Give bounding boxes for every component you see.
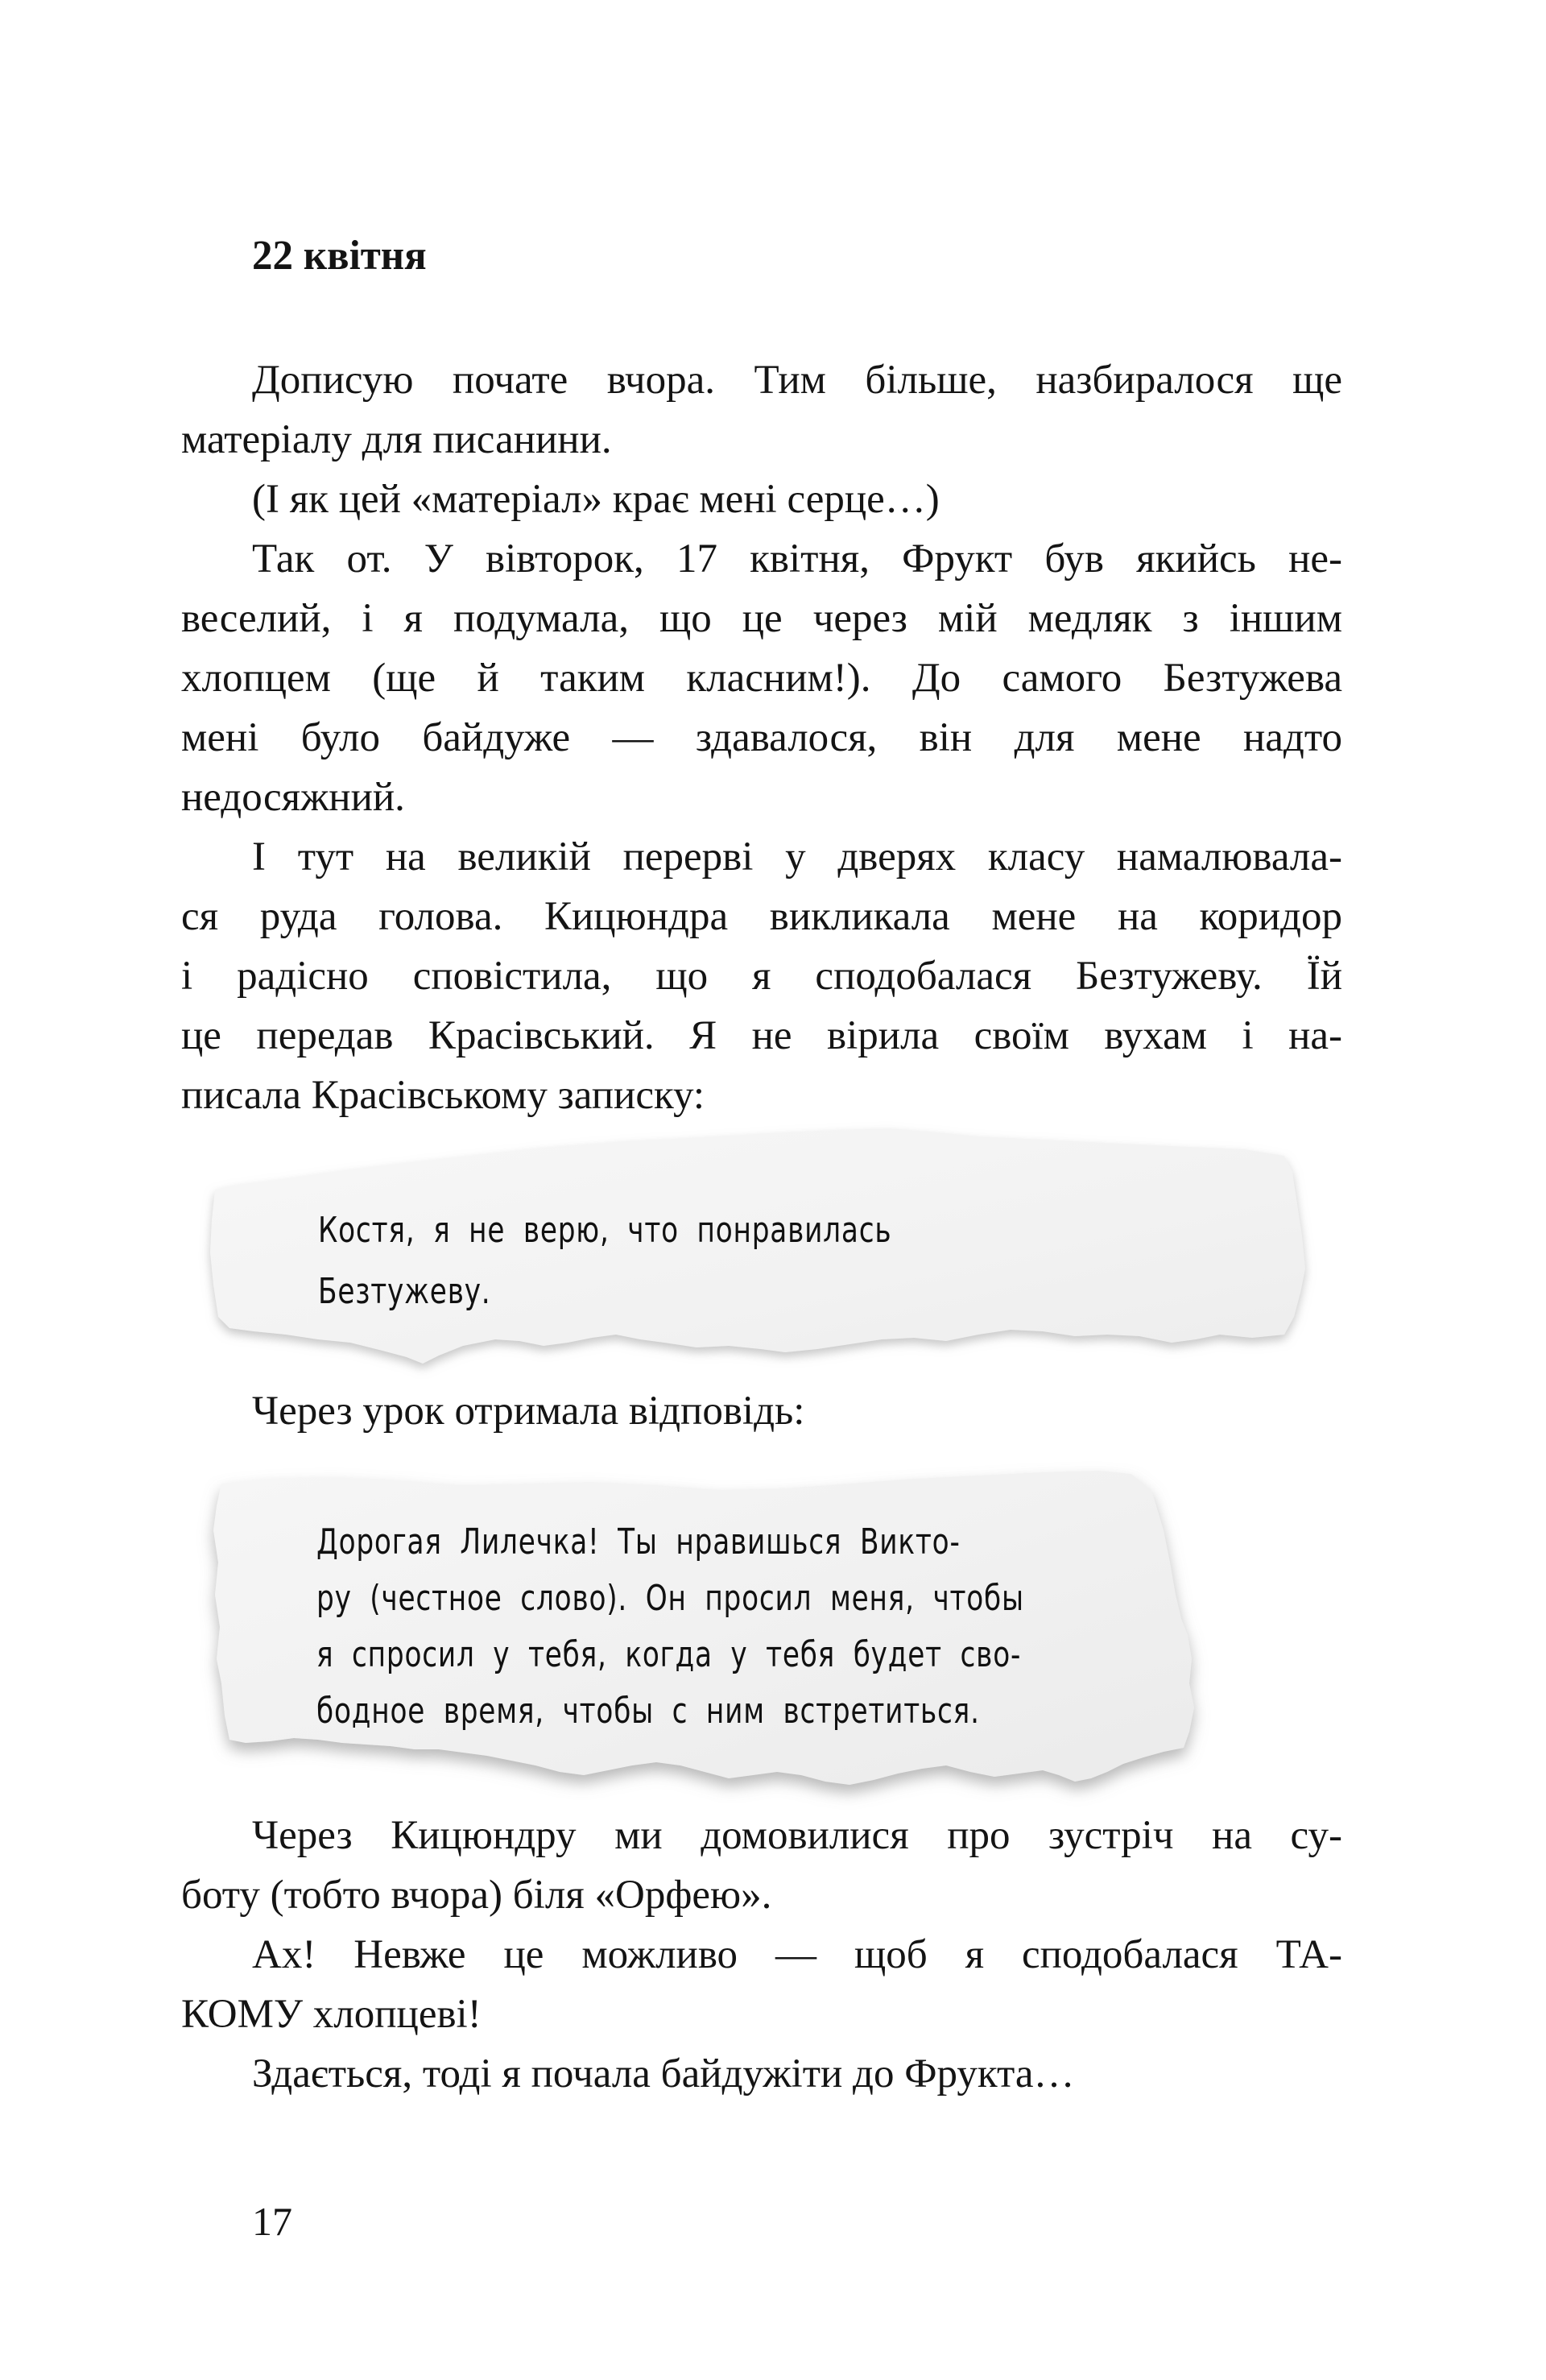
text-line: недосяжний. [181, 775, 405, 820]
body-text-middle [181, 1381, 1342, 1441]
torn-paper-note-1 [205, 1124, 1325, 1373]
text-line: Ах! Невже це можливо — щоб я сподобалася ТА- [252, 1932, 1342, 1977]
note-line: Безтужеву. [318, 1271, 491, 1312]
text-line: писала Красівському записку: [181, 1073, 705, 1118]
text-line: (І як цей «матеріал» крає мені серце…) [252, 477, 940, 522]
body-text-bottom [181, 1806, 1342, 2104]
text-line: це передав Красівський. Я не вірила своїм вухам і на- [181, 1013, 1342, 1058]
text-line: хлопцем (ще й таким класним!). До самого Безтужева [181, 656, 1342, 701]
note-line: Костя, я не верю, что понравилась [318, 1210, 892, 1251]
text-line: І тут на великій перерві у дверях класу намалювала- [252, 834, 1342, 880]
torn-paper-note-2 [205, 1466, 1317, 1804]
text-line: і радісно сповістила, що я сподобалася Безтужеву. Їй [181, 954, 1342, 999]
note-line: я спросил у тебя, когда у тебя будет сво- [316, 1634, 1022, 1675]
text-line: ся руда голова. Кицюндра викликала мене на коридор [181, 894, 1342, 939]
page-number: 17 [252, 2199, 292, 2244]
text-line: КОМУ хлопцеві! [181, 1992, 482, 2037]
text-line: Дописую почате вчора. Тим більше, назбиралося ще [252, 358, 1342, 403]
note-1-text [318, 1200, 1053, 1322]
text-line: Так от. У вівторок, 17 квітня, Фрукт був якийсь не- [252, 536, 1342, 582]
note-line: Дорогая Лилечка! Ты нравишься Викто- [316, 1521, 961, 1563]
text-line: боту (тобто вчора) біля «Орфею». [181, 1873, 772, 1918]
text-line: Здається, тоді я почала байдужіти до Фрукта… [252, 2051, 1075, 2096]
text-line: веселий, і я подумала, що це через мій медляк з іншим [181, 596, 1342, 641]
body-text-top [181, 350, 1342, 1125]
text-line: мені було байдуже — здавалося, він для мене надто [181, 715, 1342, 760]
text-line: Через урок отримала відповідь: [252, 1389, 805, 1434]
text-line: матеріалу для писанини. [181, 417, 612, 462]
diary-entry-date-heading: 22 квітня [252, 233, 427, 279]
note-line: ру (честное слово). Он просил меня, чтобы [316, 1578, 1024, 1619]
note-2-text [316, 1514, 1224, 1740]
text-line: Через Кицюндру ми домовилися про зустріч на су- [252, 1813, 1342, 1858]
note-line: бодное время, чтобы с ним встретиться. [316, 1691, 980, 1732]
